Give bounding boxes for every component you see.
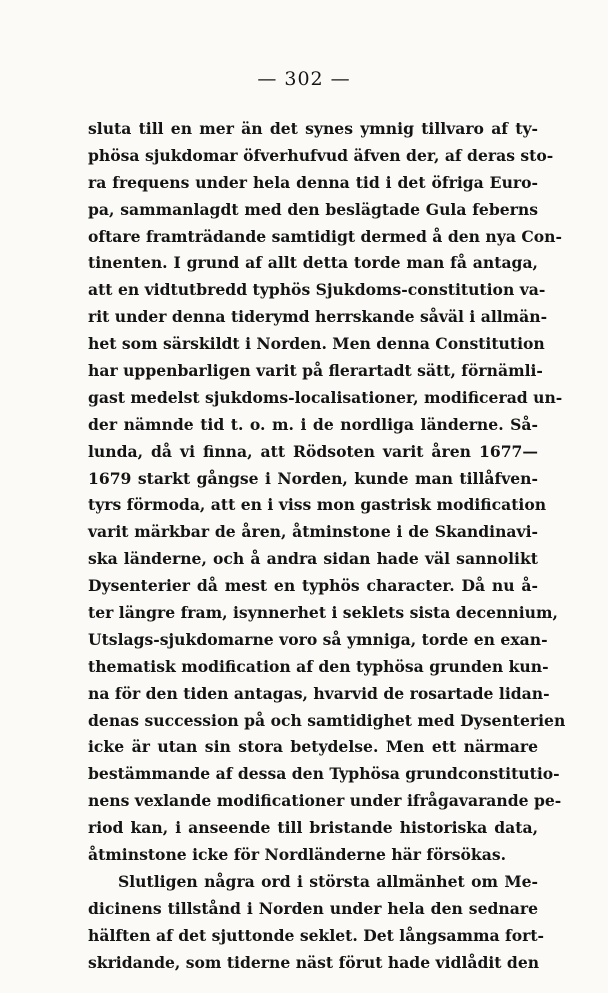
text-line: dicinens tillstånd i Norden under hela den sednare xyxy=(88,898,538,918)
text-line: tyrs förmoda, att en i viss mon gastrisk modification xyxy=(88,495,547,515)
text-line: pa, sammanlagdt med den beslägtade Gula feberns xyxy=(88,199,538,219)
text-line: thematisk modification af den typhösa grunden kun- xyxy=(88,656,549,676)
text-line: rit under denna tiderymd herrskande såväl i allmän- xyxy=(88,307,548,327)
text-line: sluta till en mer än det synes ymnig tillvaro af ty- xyxy=(88,119,538,138)
text-line: Slutligen några ord i största allmänhet om Me- xyxy=(118,871,538,891)
body-text xyxy=(88,116,566,977)
text-line: skridande, som tiderne näst förut hade vidlådit den xyxy=(88,952,540,972)
text-line: het som särskildt i Norden. Men denna Constitution xyxy=(88,334,545,354)
text-line: nens vexlande modificationer under ifrågavarande pe- xyxy=(88,791,562,811)
text-line: der nämnde tid t. o. m. i de nordliga länderne. Så- xyxy=(88,414,538,434)
text-line: denas succession på och samtidighet med Dysenterien xyxy=(88,710,566,730)
text-line: lunda, då vi finna, att Rödsoten varit åren 1677— xyxy=(88,441,538,461)
text-line: varit märkbar de åren, åtminstone i de Skandinavi- xyxy=(88,522,538,542)
text-line: Utslags-sjukdomarne voro så ymniga, torde en exan- xyxy=(88,629,548,649)
text-line: hälften af det sjuttonde seklet. Det långsamma fort- xyxy=(88,925,544,945)
text-line: tinenten. I grund af allt detta torde man få antaga, xyxy=(88,253,538,273)
text-line: Dysenterier då mest en typhös character. Då nu å- xyxy=(88,576,538,596)
text-line: att en vidtutbredd typhös Sjukdoms-constitution va- xyxy=(88,280,546,300)
text-line: riod kan, i anseende till bristande historiska data, xyxy=(88,818,538,838)
text-line: har uppenbarligen varit på flerartadt sätt, förnämli- xyxy=(88,361,543,381)
text-line: ter längre fram, isynnerhet i seklets sista decennium, xyxy=(88,603,558,623)
paragraph-2 xyxy=(88,869,544,977)
text-line: åtminstone icke för Nordländerne här försökas. xyxy=(88,845,507,865)
text-line: icke är utan sin stora betydelse. Men ett närmare xyxy=(88,737,538,757)
text-line: 1679 starkt gångse i Norden, kunde man tillåfven- xyxy=(88,468,538,488)
text-line: gast medelst sjukdoms-localisationer, modificerad un- xyxy=(88,387,563,407)
text-line: bestämmande af dessa den Typhösa grundconstitutio- xyxy=(88,764,560,784)
text-line: na för den tiden antagas, hvarvid de rosartade lidan- xyxy=(88,683,550,703)
text-line: oftare framträdande samtidigt dermed å den nya Con- xyxy=(88,226,562,246)
text-line: ra frequens under hela denna tid i det öfriga Euro- xyxy=(88,172,538,192)
paragraph-1 xyxy=(88,116,566,869)
page-number: — 302 — xyxy=(257,68,351,90)
text-line: phösa sjukdomar öfverhufvud äfven der, af deras sto- xyxy=(88,145,554,165)
text-line: ska länderne, och å andra sidan hade väl sannolikt xyxy=(88,549,538,569)
